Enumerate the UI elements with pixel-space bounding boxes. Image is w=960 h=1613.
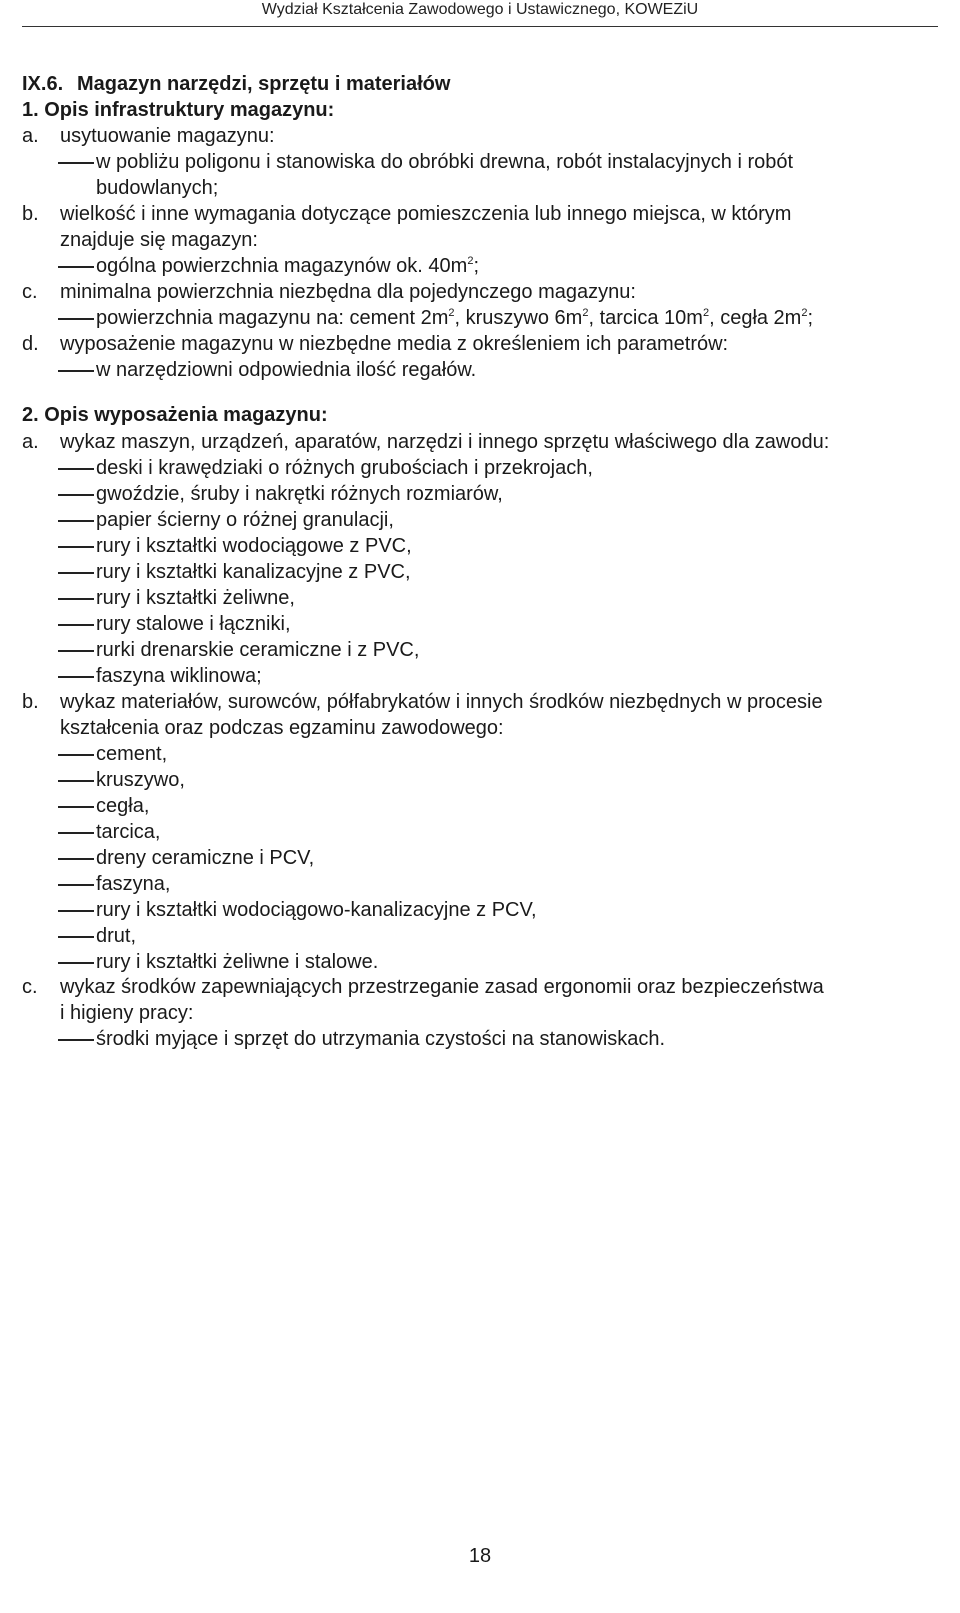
part1-c-label: c. — [22, 281, 38, 303]
part1-a-label: a. — [22, 125, 39, 147]
part2-b-text-line1: wykaz materiałów, surowców, półfabrykatów i innych środków niezbędnych w procesie — [60, 691, 823, 713]
part2-c-text-line1: wykaz środków zapewniających przestrzeganie zasad ergonomii oraz bezpieczeństwa — [60, 976, 824, 998]
part2-c-item1: środki myjące i sprzęt do utrzymania czystości na stanowiskach. — [96, 1028, 666, 1050]
dash-bullet — [58, 754, 94, 756]
part1-d-text: wyposażenie magazynu w niezbędne media z określeniem ich parametrów: — [60, 333, 729, 355]
header-rule — [22, 26, 938, 27]
list-item: faszyna wiklinowa; — [96, 665, 262, 687]
dash-bullet — [58, 546, 94, 548]
dash-bullet — [58, 780, 94, 782]
list-item: faszyna, — [96, 873, 171, 895]
part1-d-label: d. — [22, 333, 39, 355]
part1-a-item1-line2: budowlanych; — [96, 177, 219, 199]
part2-c-label: c. — [22, 976, 38, 998]
list-item: rury stalowe i łączniki, — [96, 613, 291, 635]
part1-c-text: minimalna powierzchnia niezbędna dla pojedynczego magazynu: — [60, 281, 636, 303]
dash-bullet — [58, 162, 94, 164]
section-number: IX.6. — [22, 73, 64, 95]
dash-bullet — [58, 676, 94, 678]
dash-bullet — [58, 910, 94, 912]
header-title: Wydział Kształcenia Zawodowego i Ustawicznego, KOWEZiU — [261, 1, 699, 18]
list-item: rury i kształtki kanalizacyjne z PVC, — [96, 561, 411, 583]
page-number: 18 — [468, 1545, 492, 1567]
list-item: deski i krawędziaki o różnych grubościach i przekrojach, — [96, 457, 593, 479]
list-item: rurki drenarskie ceramiczne i z PVC, — [96, 639, 420, 661]
dash-bullet — [58, 832, 94, 834]
dash-bullet — [58, 962, 94, 964]
part1-a-text: usytuowanie magazynu: — [60, 125, 275, 147]
dash-bullet — [58, 1039, 94, 1041]
part1-b-label: b. — [22, 203, 39, 225]
dash-bullet — [58, 494, 94, 496]
part1-b-item1: ogólna powierzchnia magazynów ok. $40m^2$; — [96, 255, 480, 277]
part2-a-text: wykaz maszyn, urządzeń, aparatów, narzędzi i innego sprzętu właściwego dla zawodu: — [60, 431, 830, 453]
part1-b-text-line2: znajduje się magazyn: — [60, 229, 258, 251]
dash-bullet — [58, 624, 94, 626]
part2-heading: 2. Opis wyposażenia magazynu: — [22, 404, 328, 426]
list-item: rury i kształtki żeliwne i stalowe. — [96, 951, 379, 973]
part2-b-text-line2: kształcenia oraz podczas egzaminu zawodowego: — [60, 717, 504, 739]
list-item: kruszywo, — [96, 769, 185, 791]
dash-bullet — [58, 598, 94, 600]
dash-bullet — [58, 318, 94, 320]
dash-bullet — [58, 266, 94, 268]
list-item: papier ścierny o różnej granulacji, — [96, 509, 394, 531]
list-item: cement, — [96, 743, 168, 765]
dash-bullet — [58, 650, 94, 652]
part2-a-label: a. — [22, 431, 39, 453]
dash-bullet — [58, 806, 94, 808]
dash-bullet — [58, 520, 94, 522]
part1-a-item1-line1: w pobliżu poligonu i stanowiska do obróbki drewna, robót instalacyjnych i robót — [96, 151, 794, 173]
list-item: dreny ceramiczne i PCV, — [96, 847, 315, 869]
part1-heading: 1. Opis infrastruktury magazynu: — [22, 99, 335, 121]
dash-bullet — [58, 884, 94, 886]
dash-bullet — [58, 468, 94, 470]
list-item: rury i kształtki żeliwne, — [96, 587, 295, 609]
list-item: rury i kształtki wodociągowo-kanalizacyjne z PCV, — [96, 899, 537, 921]
list-item: rury i kształtki wodociągowe z PVC, — [96, 535, 412, 557]
list-item: drut, — [96, 925, 137, 947]
part1-d-item1: w narzędziowni odpowiednia ilość regałów. — [96, 359, 477, 381]
list-item: tarcica, — [96, 821, 161, 843]
part1-c-item1: powierzchnia magazynu na: cement $2m^2$, kruszywo $6m^2$, tarcica $10m^2$, cegła $2m^2$; — [96, 307, 814, 329]
part2-b-label: b. — [22, 691, 39, 713]
section-title: Magazyn narzędzi, sprzętu i materiałów — [77, 73, 451, 95]
dash-bullet — [58, 572, 94, 574]
dash-bullet — [58, 858, 94, 860]
dash-bullet — [58, 936, 94, 938]
part2-c-text-line2: i higieny pracy: — [60, 1002, 194, 1024]
list-item: cegła, — [96, 795, 150, 817]
list-item: gwoździe, śruby i nakrętki różnych rozmiarów, — [96, 483, 503, 505]
part1-b-text-line1: wielkość i inne wymagania dotyczące pomieszczenia lub innego miejsca, w którym — [60, 203, 792, 225]
dash-bullet — [58, 370, 94, 372]
